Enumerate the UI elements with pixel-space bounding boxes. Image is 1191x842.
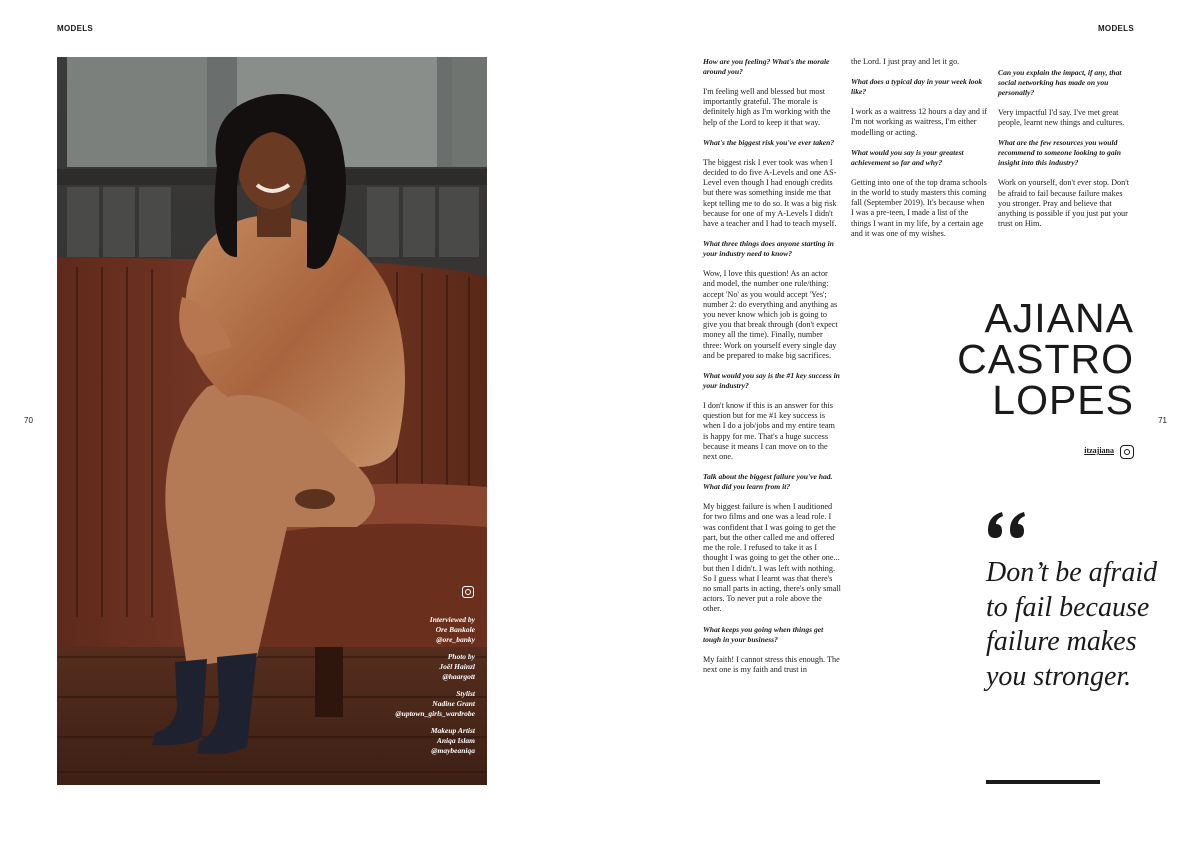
photo-credits bbox=[395, 615, 475, 763]
credit-role: Interviewed by bbox=[429, 615, 475, 624]
interview-answer: My faith! I cannot stress this enough. The next one is my faith and trust in bbox=[703, 654, 840, 674]
interviewee-name bbox=[957, 295, 1134, 423]
interview-answer: I work as a waitress 12 hours a day and if I'm not working as waitress, I'm either modelling or acting. bbox=[851, 107, 987, 137]
credit-handle[interactable]: @ore_banky bbox=[436, 635, 475, 644]
interview-answer: the Lord. I just pray and let it go. bbox=[851, 57, 960, 66]
page-number-right: 71 bbox=[1158, 416, 1167, 425]
credit-name: Joël Hainzl bbox=[439, 662, 475, 671]
section-label-left: MODELS bbox=[57, 24, 94, 33]
credit-role: Stylist bbox=[456, 689, 475, 698]
interview-answer: Getting into one of the top drama schools in the world to study masters this coming fall (September 2019). It's because when I was a pre-teen, I made a list of the things I want in my life, by a certain age and it was one of my wishes. bbox=[851, 177, 987, 238]
credit-role: Photo by bbox=[447, 652, 475, 661]
interview-question: What are the few resources you would recommend to someone looking to gain insight into this industry? bbox=[998, 138, 1121, 168]
credit-stylist bbox=[395, 689, 475, 719]
interview-answer: The biggest risk I ever took was when I decided to do five A-Levels and one AS-Level even though I had enough credits but there was something inside me that kept telling me to do so. It was a big risk because for one of my A-Levels I didn't have a teacher and I had to teach myself. bbox=[703, 157, 837, 229]
interview-column-2 bbox=[851, 57, 989, 249]
instagram-icon[interactable] bbox=[1120, 445, 1134, 459]
interview-answer: Work on yourself, don't ever stop. Don't be afraid to fail because failure makes you stronger. Pray and believe that anything is possible if you just put your trust on Him. bbox=[998, 178, 1129, 229]
quote-rule bbox=[986, 780, 1100, 784]
interview-column-3 bbox=[998, 68, 1136, 239]
credit-name: Ore Bankole bbox=[435, 625, 475, 634]
credit-name: Nadine Grant bbox=[432, 699, 475, 708]
interview-question: What three things does anyone starting in your industry need to know? bbox=[703, 239, 834, 259]
interview-answer: Very impactful I'd say. I've met great people, learnt new things and cultures. bbox=[998, 108, 1125, 128]
credit-handle[interactable]: @haargott bbox=[442, 672, 475, 681]
interview-question: What would you say is the #1 key success in your industry? bbox=[703, 371, 840, 391]
interview-question: What keeps you going when things get tough in your business? bbox=[703, 624, 824, 644]
page-number-left: 70 bbox=[24, 416, 33, 425]
interview-question: Can you explain the impact, if any, that social networking has made on you personally? bbox=[998, 68, 1122, 97]
pull-quote: Don’t be afraid to fail because failure makes you stronger. bbox=[986, 557, 1158, 692]
interview-question: What's the biggest risk you've ever taken? bbox=[703, 137, 835, 147]
interview-answer: Wow, I love this question! As an actor and model, the number one rule/thing: accept 'No' as you would accept 'Yes'; number 2: do everything and anything as you never know which job is going to give you that break through (don't expect money all the time). Finally, number three: Work on yourself every single day and be prepared to make big sacrifices. bbox=[703, 269, 838, 360]
name-line: CASTRO bbox=[957, 336, 1134, 382]
credit-makeup bbox=[395, 726, 475, 756]
name-line: LOPES bbox=[992, 377, 1134, 423]
instagram-handle[interactable]: itzajiana bbox=[1084, 446, 1114, 455]
interview-answer: I'm feeling well and blessed but most importantly grateful. The morale is definitely high as I'm working with the help of the Lord to keep it that way. bbox=[703, 87, 831, 127]
interview-answer: I don't know if this is an answer for this question but for me #1 key success is when I do a job/jobs and my entire team is happy for me. That's a huge success because it means I can move on to the next one. bbox=[703, 401, 835, 462]
interview-question: What would you say is your greatest achievement so far and why? bbox=[851, 147, 964, 167]
credit-interviewer bbox=[395, 615, 475, 645]
interview-column-1 bbox=[703, 57, 841, 685]
interview-answer: My biggest failure is when I auditioned for two films and one was a lead role. I was confident that I was going to get the part, but the other called me and offered me the role. I refused to take it as I thought I was going to get the other one... but then I didn't. I was left with nothing. So I guess what I learnt was that there's no small parts in acting, there's only small actors. To never put a role above the other. bbox=[703, 502, 841, 614]
section-label-right: MODELS bbox=[1097, 24, 1134, 33]
model-photo bbox=[57, 57, 487, 785]
interview-question: What does a typical day in your week look like? bbox=[851, 77, 983, 97]
credit-handle[interactable]: @maybeaniqa bbox=[431, 746, 475, 755]
credit-role: Makeup Artist bbox=[430, 726, 475, 735]
interview-question: How are you feeling? What's the morale around you? bbox=[703, 57, 830, 76]
credit-photographer bbox=[395, 652, 475, 682]
quotation-marks-icon bbox=[986, 510, 1034, 542]
interview-question: Talk about the biggest failure you've had. What did you learn from it? bbox=[703, 472, 833, 492]
name-line: AJIANA bbox=[984, 295, 1134, 341]
credit-name: Aniqa Islam bbox=[436, 736, 475, 745]
instagram-icon[interactable] bbox=[462, 586, 474, 598]
credit-handle[interactable]: @uptown_girls_wardrobe bbox=[395, 709, 475, 718]
